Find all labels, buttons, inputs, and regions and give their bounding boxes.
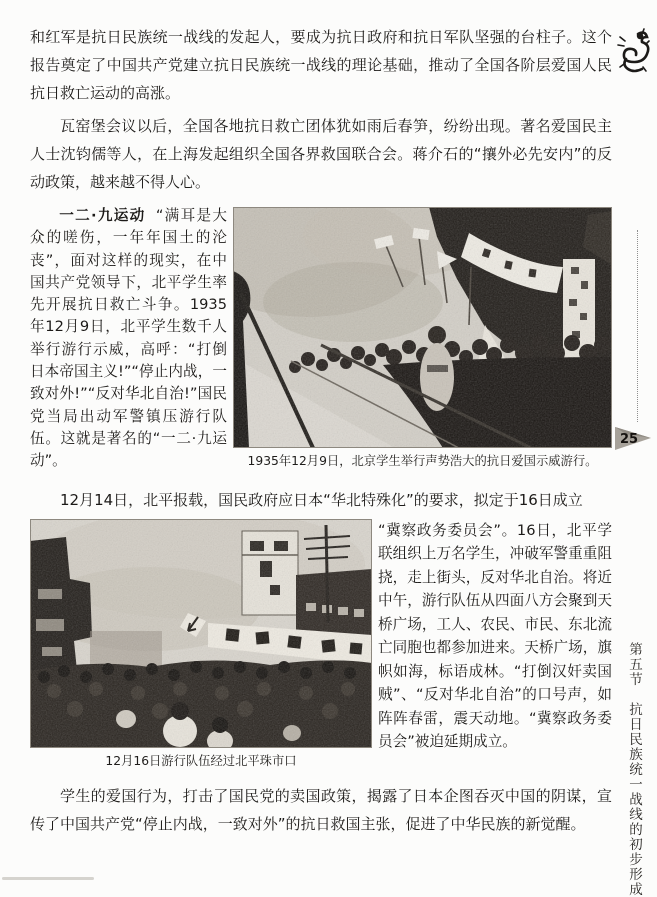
figure-1935-demonstration — [233, 207, 612, 469]
figure-caption-1935: 1935年12月9日，北京学生举行声势浩大的抗日爱国示威游行。 — [247, 454, 598, 468]
sidebar-section-label: 第五节 — [626, 642, 642, 687]
sidebar-section-title: 抗日民族统一战线的初步形成 — [626, 702, 642, 897]
paragraph-wayaobu: 瓦窑堡会议以后，全国各地抗日救亡团体犹如雨后春笋，纷纷出现。著名爱国民主人士沈钧儒等人，在上海发起组织全国各界救国联合会。蒋介石的“攘外必先安内”的反动政策，越来越不得人心。 — [30, 117, 612, 191]
page-number: 25 — [620, 432, 639, 447]
page-number-badge — [612, 420, 654, 454]
section-december-ninth-row — [30, 205, 612, 473]
sidebar-dotted-rule — [637, 230, 638, 422]
scan-smudge — [2, 877, 94, 880]
december-16-row — [30, 519, 612, 769]
section-body-text: “满耳是大众的嗟伤，一年年国土的沦丧”，面对这样的现实，在中国共产党领导下，北平学生率先开展抗日救亡斗争。1935年12月9日，北平学生数千人举行游行示威，高呼：“打倒日本帝国主义!”“停止内战，一致对外!”“反对华北自治!”国民党当局出动军警镇压游行队伍。这就是著名的“一二·九运动”。 — [30, 207, 228, 470]
photo-zhushikou-march — [30, 519, 372, 748]
section-heading: 一二·九运动 — [59, 207, 146, 224]
section-december-ninth-text — [30, 205, 227, 473]
figure-caption-zhushikou: 12月16日游行队伍经过北平珠市口 — [105, 753, 297, 768]
dragon-ornament-icon — [616, 27, 652, 77]
paragraph-report-basis: 和红军是抗日民族统一战线的发起人，要成为抗日政府和抗日军队坚强的台柱子。这个报告奠定了中国共产党建立抗日民族统一战线的理论基础，推动了全国各阶层爱国人民抗日救亡运动的高涨。 — [30, 28, 612, 102]
paragraph-december-14-intro: 12月14日，北平报载，国民政府应日本“华北特殊化”的要求，拟定于16日成立 — [60, 490, 583, 509]
figure-zhushikou-march — [30, 519, 372, 769]
sidebar-section-tab — [624, 642, 644, 897]
page-content — [30, 0, 612, 838]
photo-1935-demonstration — [233, 207, 612, 448]
paragraph-december-16: “冀察政务委员会”。16日，北平学联组织上万名学生，冲破军警重重阻挠，走上街头，反对华北自治。将近中午，游行队伍从四面八方会聚到天桥广场，工人、农民、市民、东北流亡同胞也都参加进来。天桥广场，旗帜如海，标语成林。“打倒汉奸卖国贼”、“反对华北自治”的口号声，如阵阵春雷，震天动地。“冀察政务委员会”被迫延期成立。 — [378, 521, 612, 751]
paragraph-conclusion: 学生的爱国行为，打击了国民党的卖国政策，揭露了日本企图吞灭中国的阴谋，宣传了中国共产党“停止内战，一致对外”的抗日救国主张，促进了中华民族的新觉醒。 — [30, 786, 612, 833]
